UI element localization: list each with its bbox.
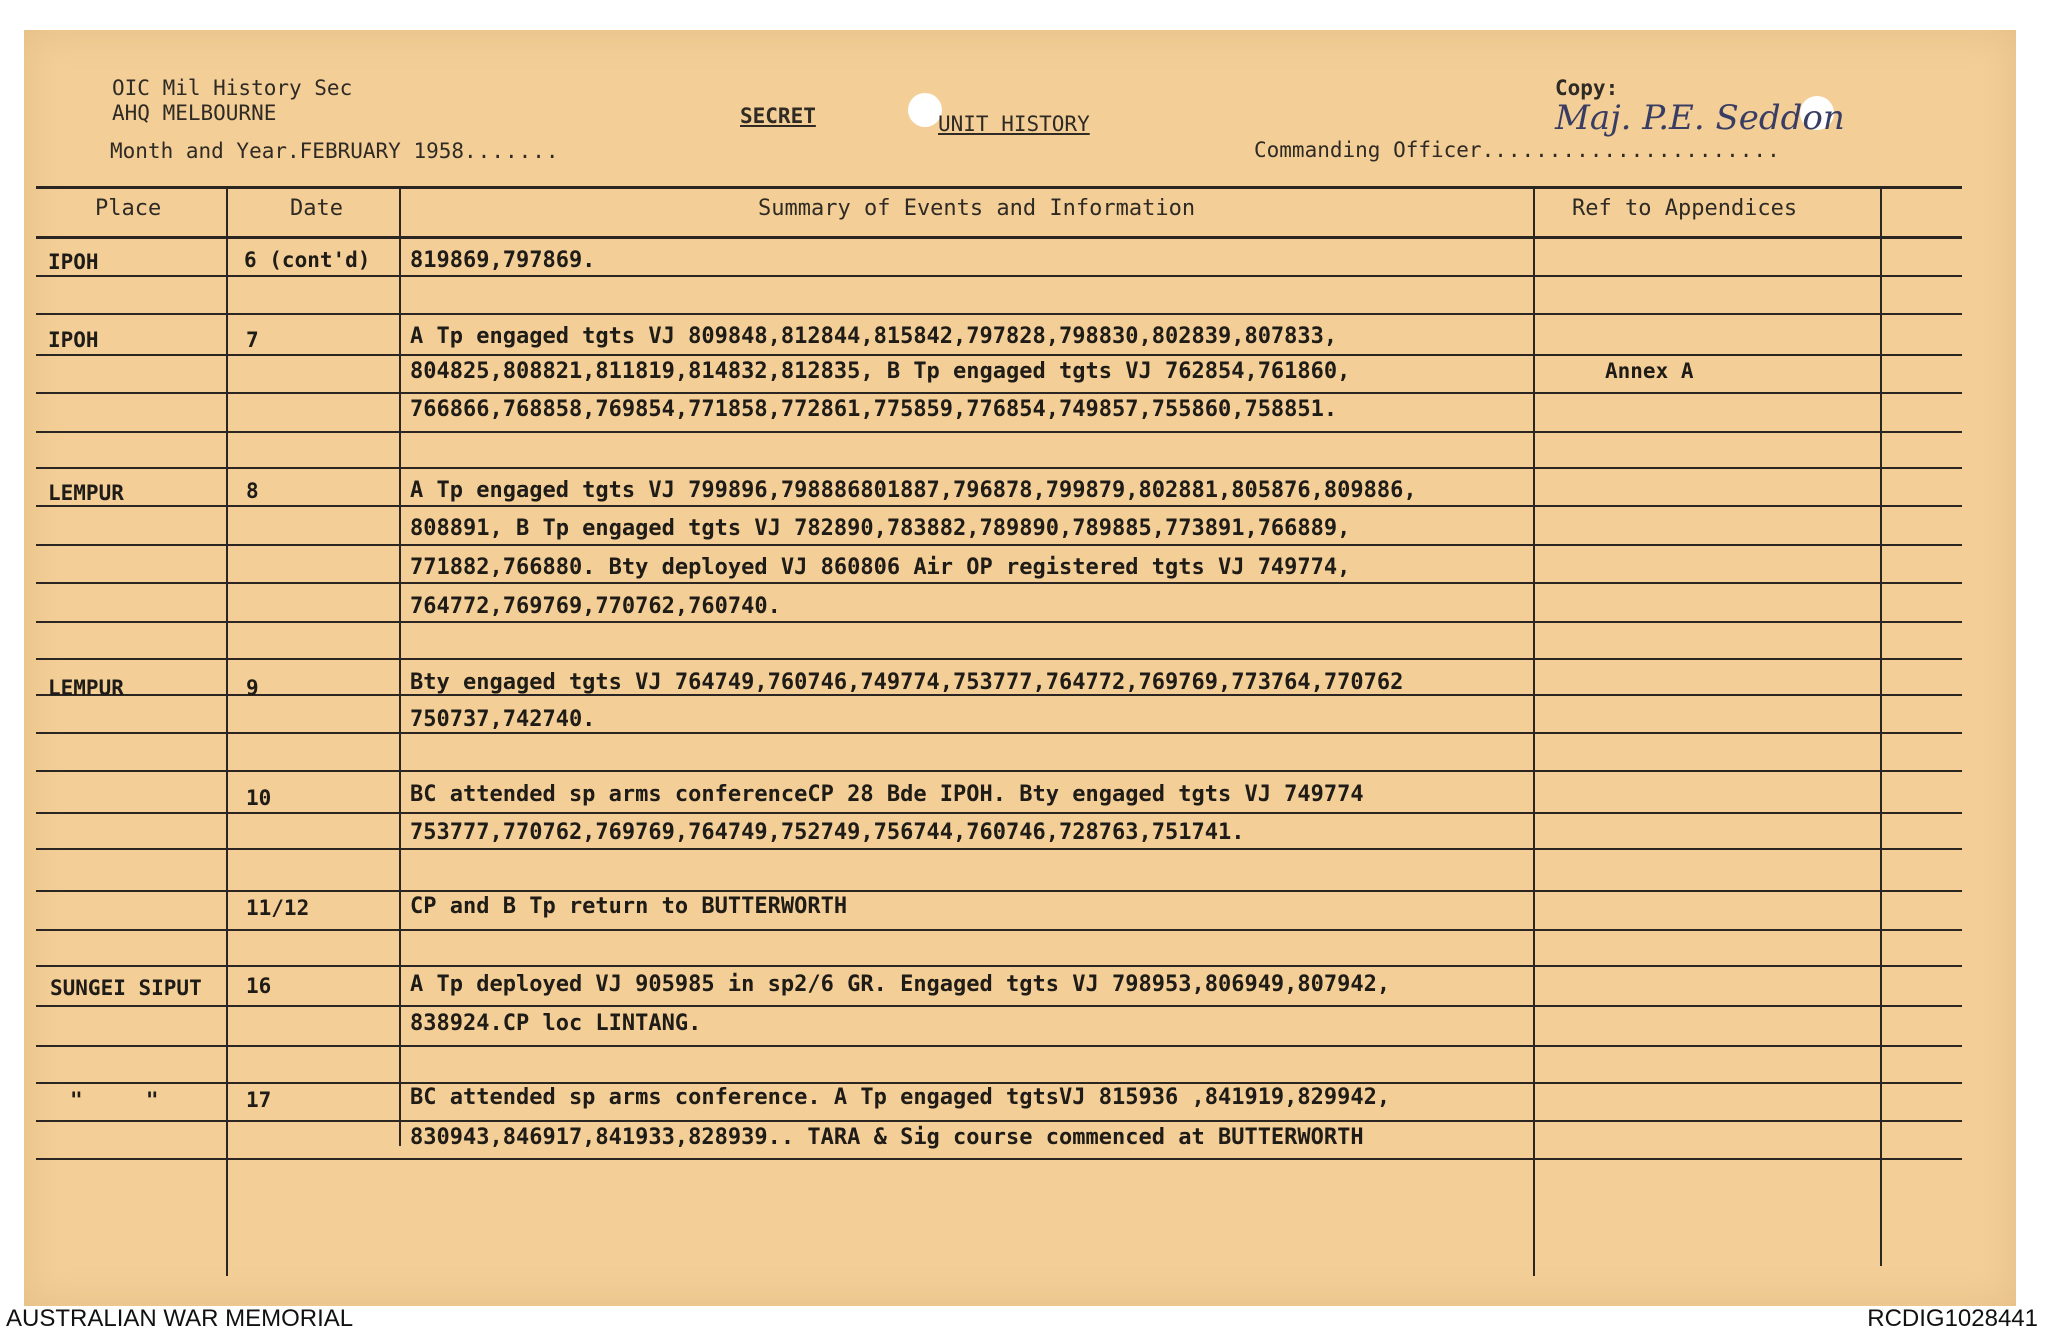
entry-date: 16	[246, 974, 272, 998]
entry-place-ditto: " "	[70, 1088, 159, 1112]
row-rule	[36, 929, 1962, 931]
document-title: UNIT HISTORY	[938, 112, 1090, 136]
entry-place: SUNGEI SIPUT	[50, 976, 202, 1000]
copy-label: Copy:	[1555, 76, 1619, 100]
entry-summary-line: 838924.CP loc LINTANG.	[410, 1011, 702, 1036]
row-rule	[36, 392, 1962, 394]
column-header-place: Place	[95, 196, 162, 221]
commanding-officer-dots: .....................	[1494, 138, 1781, 162]
row-rule	[36, 354, 1962, 356]
row-rule	[36, 431, 1962, 433]
row-rule	[36, 770, 1962, 772]
place-date-divider	[226, 186, 228, 1276]
month-year-dots: .......	[464, 139, 560, 163]
row-rule	[36, 582, 1962, 584]
column-header-appendices: Ref to Appendices	[1572, 196, 1798, 221]
entry-summary-line: 830943,846917,841933,828939.. TARA & Sig course commenced at BUTTERWORTH	[410, 1125, 1364, 1150]
row-rule	[36, 890, 1962, 892]
commanding-officer-label: Commanding Officer.	[1254, 138, 1495, 162]
entry-date: 6 (cont'd)	[244, 248, 371, 272]
addressee-line2: AHQ MELBOURNE	[112, 101, 277, 125]
entry-summary-line: 771882,766880. Bty deployed VJ 860806 Air OP registered tgts VJ 749774,	[410, 555, 1351, 580]
row-rule	[36, 1158, 1962, 1160]
entry-date: 11/12	[246, 896, 310, 920]
entry-summary-line: Bty engaged tgts VJ 764749,760746,749774,753777,764772,769769,773764,770762	[410, 670, 1404, 695]
entry-place: LEMPUR	[48, 676, 124, 700]
entry-place: IPOH	[48, 328, 99, 352]
entry-summary-line: 753777,770762,769769,764749,752749,756744,760746,728763,751741.	[410, 820, 1245, 845]
date-summary-divider	[399, 186, 401, 1146]
column-header-date: Date	[290, 196, 343, 221]
classification-secret: SECRET	[740, 104, 816, 128]
table-top-rule	[36, 186, 1962, 189]
entry-summary-line: 804825,808821,811819,814832,812835, B Tp engaged tgts VJ 762854,761860,	[410, 359, 1351, 384]
row-rule	[36, 965, 1962, 967]
footer-record-id: RCDIG1028441	[1867, 1305, 2038, 1332]
month-year-field	[110, 139, 560, 163]
row-rule	[36, 313, 1962, 315]
row-rule	[36, 505, 1962, 507]
entry-summary-line: A Tp deployed VJ 905985 in sp2/6 GR. Engaged tgts VJ 798953,806949,807942,	[410, 972, 1391, 997]
month-year-label: Month and Year.	[110, 139, 300, 163]
entry-date: 7	[246, 328, 259, 352]
entry-date: 17	[246, 1088, 272, 1112]
entry-appendix-ref: Annex A	[1605, 359, 1694, 383]
entry-summary-line: BC attended sp arms conference. A Tp engaged tgtsVJ 815936 ,841919,829942,	[410, 1085, 1391, 1110]
entry-summary-line: A Tp engaged tgts VJ 799896,798886801887,796878,799879,802881,805876,809886,	[410, 478, 1417, 503]
entry-summary-line: BC attended sp arms conferenceCP 28 Bde IPOH. Bty engaged tgts VJ 749774	[410, 782, 1364, 807]
row-rule	[36, 848, 1962, 850]
addressee-line1: OIC Mil History Sec	[112, 76, 353, 100]
row-rule	[36, 275, 1962, 277]
header-bottom-rule	[36, 236, 1962, 239]
footer-credit: AUSTRALIAN WAR MEMORIAL	[6, 1305, 354, 1332]
row-rule	[36, 812, 1962, 814]
entry-summary-line: 819869,797869.	[410, 248, 596, 273]
commanding-officer-field	[1254, 138, 1781, 162]
document-sheet	[24, 30, 2016, 1306]
entry-date: 9	[246, 676, 259, 700]
entry-date: 8	[246, 479, 259, 503]
entry-summary-line: 808891, B Tp engaged tgts VJ 782890,783882,789890,789885,773891,766889,	[410, 516, 1351, 541]
entry-summary-line: CP and B Tp return to BUTTERWORTH	[410, 894, 848, 919]
column-header-summary: Summary of Events and Information	[758, 196, 1196, 221]
row-rule	[36, 544, 1962, 546]
entry-summary-line: 764772,769769,770762,760740.	[410, 594, 781, 619]
entry-date: 10	[246, 786, 272, 810]
punch-hole	[908, 93, 942, 127]
entry-summary-line: 750737,742740.	[410, 707, 596, 732]
row-rule	[36, 1120, 1962, 1122]
row-rule	[36, 732, 1962, 734]
commanding-officer-signature: Maj. P.E. Seddon	[1555, 98, 1845, 138]
row-rule	[36, 1045, 1962, 1047]
row-rule	[36, 467, 1962, 469]
month-year-value: FEBRUARY 1958	[299, 139, 465, 163]
row-rule	[36, 1082, 1962, 1084]
row-rule	[36, 621, 1962, 623]
entry-place: IPOH	[48, 250, 99, 274]
entry-summary-line: 766866,768858,769854,771858,772861,775859,776854,749857,755860,758851.	[410, 397, 1338, 422]
summary-ref-divider	[1533, 186, 1535, 1276]
entry-place: LEMPUR	[48, 481, 124, 505]
entry-summary-line: A Tp engaged tgts VJ 809848,812844,815842,797828,798830,802839,807833,	[410, 324, 1338, 349]
row-rule	[36, 658, 1962, 660]
row-rule	[36, 1005, 1962, 1007]
right-border	[1880, 186, 1882, 1266]
